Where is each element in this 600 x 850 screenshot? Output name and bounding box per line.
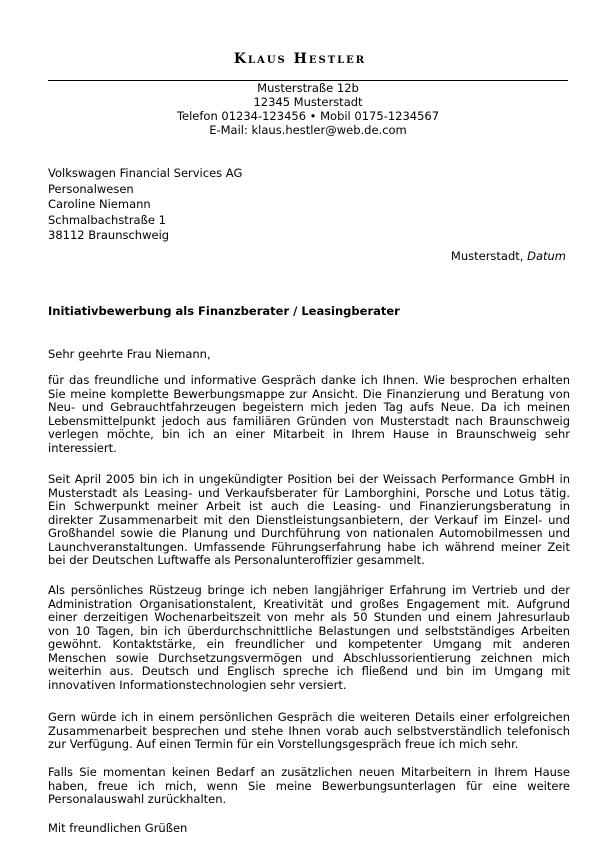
- sender-email: E-Mail: klaus.hestler@web.de.com: [209, 123, 407, 137]
- paragraph-line: für das freundliche und informative Gespräch danke ich Ihnen. Wie besprochen erhalten: [48, 373, 570, 387]
- paragraph-line: haben, freue ich mich, wenn Sie meine Bewerbungsunterlagen für eine weitere: [48, 778, 570, 793]
- paragraph-line: Administration Organisationstalent, Kreativität und großes Engagement mit. Aufgrund: [48, 596, 570, 611]
- salutation: Sehr geehrte Frau Niemann,: [48, 347, 211, 361]
- paragraph-line: Als persönliches Rüstzeug bringe ich neben langjähriger Erfahrung im Vertrieb und der: [48, 583, 570, 597]
- body-paragraph: [48, 766, 570, 807]
- paragraph-line: verlegen möchte, bin ich an einer Mitarbeit in Ihrem Hause in Braunschweig sehr: [48, 427, 570, 441]
- paragraph-line: bei der Deutschen Luftwaffe als Personalunteroffizier gesammelt.: [48, 553, 425, 567]
- recipient-department: Personalwesen: [48, 181, 134, 196]
- date: Datum: [527, 249, 566, 263]
- paragraph-line: interessiert.: [48, 440, 117, 455]
- paragraph-line: Sie meine komplette Bewerbungsmappe zur Ansicht. Die Finanzierung und Beratung von: [48, 386, 570, 401]
- paragraph-line: Großhandel sowie die Planung und Durchführung von nationalen Automobilmessen und: [48, 526, 570, 540]
- body-paragraph: [48, 473, 570, 568]
- paragraph-line: Zusammenarbeit besprechen und stehe Ihnen vorab auch selbstverständlich telefonisch: [48, 723, 570, 738]
- recipient-person: Caroline Niemann: [48, 197, 151, 211]
- place: Musterstadt,: [450, 249, 524, 263]
- paragraph-line: innovativen Informationstechnologien sehr versiert.: [48, 677, 347, 692]
- recipient-city: 38112 Braunschweig: [48, 228, 170, 242]
- recipient-address: [48, 166, 242, 244]
- paragraph-line: zur Verfügung. Auf einen Termin für ein Vorstellungsgespräch freue ich mich sehr.: [48, 737, 519, 751]
- paragraph-line: Musterstadt als Leasing- und Verkaufsberater für Lamborghini, Porsche und Lotus tätig.: [48, 485, 570, 500]
- paragraph-line: Menschen sowie Durchsetzungsvermögen und Abschlussorientierung zeichnen mich: [48, 650, 570, 665]
- paragraph-line: gewöhnt. Kontaktstärke, ein freundlicher und kompetenter Umgang mit anderen: [48, 637, 570, 651]
- recipient-street: Schmalbachstraße 1: [48, 212, 166, 227]
- paragraph-line: Falls Sie momentan keinen Bedarf an zusätzlichen neuen Mitarbeitern in Ihrem Hause: [48, 765, 570, 779]
- place-date: [451, 250, 566, 264]
- body-paragraph: [48, 711, 570, 752]
- paragraph-line: Neu- und Gebrauchtfahrzeugen begeistern mich jeden Tag aufs Neue. Da ich meinen: [48, 400, 570, 414]
- paragraph-line: Personalauswahl zurückhalten.: [48, 792, 227, 806]
- closing: Mit freundlichen Grüßen: [48, 821, 188, 835]
- recipient-company: Volkswagen Financial Services AG: [48, 166, 243, 180]
- paragraph-line: einer derzeitigen Wochenarbeitszeit von mehr als 50 Stunden und einem Jahresurlaub: [48, 610, 570, 624]
- paragraph-line: Lebensmittelpunkt jedoch aus familiären Gründen von Musterstadt nach Braunschweig: [48, 413, 570, 428]
- sender-city: 12345 Musterstadt: [253, 95, 363, 109]
- paragraph-line: weiterhin aus. Deutsch und Englisch spreche ich fließend und bin im Umgang mit: [48, 664, 570, 678]
- paragraph-line: von 10 Tagen, bin ich überdurchschnittliche Belastungen und selbstständiges Arbeiten: [48, 623, 570, 638]
- paragraph-line: Gern würde ich in einem persönlichen Gespräch die weiteren Details einer erfolgreichen: [48, 710, 570, 724]
- paragraph-line: Launchveranstaltungen. Umfassende Führungserfahrung habe ich während meiner Zeit: [48, 539, 570, 554]
- paragraph-line: Ein Schwerpunkt meiner Arbeit ist auch die Leasing- und Finanzierungsberatung in: [48, 499, 570, 513]
- sender-name: Klaus Hestler: [233, 51, 367, 67]
- sender-phone: Telefon 01234-123456 • Mobil 0175-1234567: [176, 109, 440, 123]
- subject-line: Initiativbewerbung als Finanzberater / Leasingberater: [48, 304, 400, 318]
- sender-street: Musterstraße 12b: [257, 81, 359, 95]
- sender-contact-block: [0, 81, 600, 137]
- paragraph-line: direkter Zusammenarbeit mit den Dienstleistungsanbietern, der Verkauf im Einzel- und: [48, 512, 570, 527]
- body-paragraph: [48, 374, 570, 455]
- paragraph-line: Seit April 2005 bin ich in ungekündigter Position bei der Weissach Performance GmbH in: [48, 472, 570, 486]
- body-paragraph: [48, 584, 570, 692]
